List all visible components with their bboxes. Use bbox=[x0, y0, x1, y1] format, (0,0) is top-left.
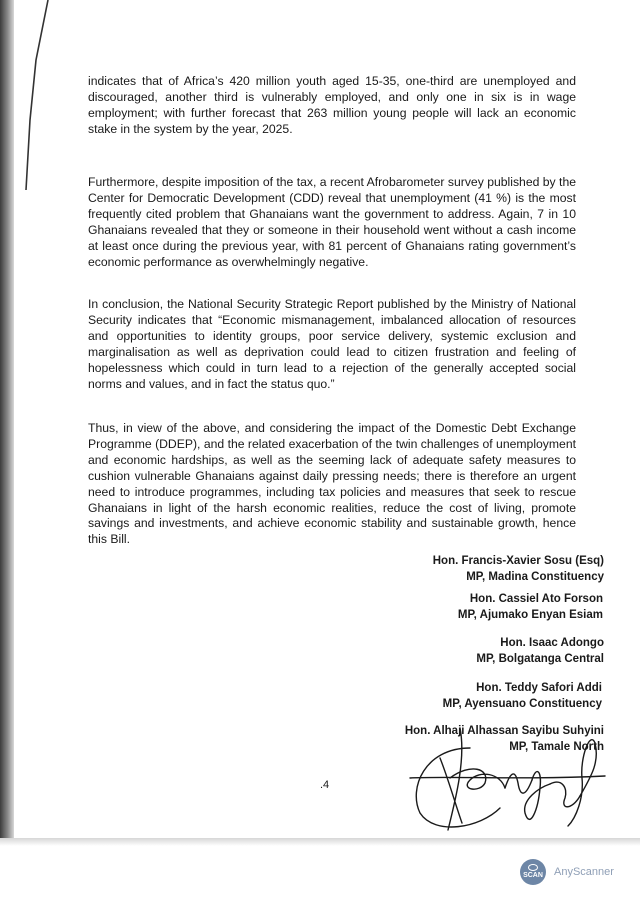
body-paragraph: Thus, in view of the above, and considering the impact of the Domestic Debt Exchange Programme (DDEP), and the related exacerbation of the twin challenges of unemployment and economic hardships, as well as the seeming lack of adequate safety measures to cushion vulnerable Ghanaians against daily pressing needs; there is therefore an urgent need to introduce programmes, including tax policies and measures that seek to rescue Ghanaians in light of the harsh economic realities, reduce the cost of living, promote savings and investments, and achieve economic stability and sustainable growth, hence this Bill. bbox=[88, 421, 576, 547]
sponsor-constituency: MP, Madina Constituency bbox=[466, 570, 604, 583]
sponsor-block bbox=[476, 636, 604, 667]
sponsor-block bbox=[433, 554, 604, 585]
app-name-label: AnyScanner bbox=[554, 866, 614, 878]
sponsor-name: Hon. Alhaji Alhassan Sayibu Suhyini bbox=[404, 725, 604, 737]
sponsor-constituency: MP, Bolgatanga Central bbox=[476, 652, 604, 665]
body-paragraph: Furthermore, despite imposition of the tax, a recent Afrobarometer survey published by the Center for Democratic Development (CDD) reveal that unemployment (41 %) is the most frequently cited problem that Ghanaians want the government to address. Again, 7 in 10 Ghanaians revealed that they or someone in their household went without a cash income at least once during the previous year, with 81 percent of Ghanaians rating government’s economic performance as overwhelmingly negative. bbox=[88, 175, 576, 269]
sponsor-block bbox=[458, 592, 603, 623]
page-number: .4 bbox=[320, 779, 330, 791]
sponsor-constituency: MP, Tamale North bbox=[509, 740, 604, 753]
body-paragraph: indicates that of Africa’s 420 million youth aged 15-35, one-third are unemployed and discouraged, another third is vulnerably employed, and only one in six is in wage employment; with further forecast that 263 million young people will lack an economic stake in the system by the year, 2025. bbox=[88, 74, 576, 136]
sponsor-name: Hon. Cassiel Ato Forson bbox=[469, 593, 603, 605]
sponsor-name: Hon. Isaac Adongo bbox=[500, 637, 604, 649]
handwritten-signature bbox=[400, 718, 610, 838]
scan-bottom-edge bbox=[0, 838, 640, 846]
scanner-logo-icon: SCAN bbox=[520, 859, 546, 885]
sponsor-name: Hon. Teddy Safori Addi bbox=[476, 682, 602, 694]
body-paragraph: In conclusion, the National Security Strategic Report published by the Ministry of National Security indicates that “Economic mismanagement, imbalanced allocation of resources and opportunities to identity groups, poor service delivery, systemic exclusion and marginalisation as well as deprivation could lead to citizen frustration and feeling of hopelessness which could in turn lead to a rejection of the generally accepted social norms and values, and in fact the status quo.” bbox=[88, 297, 576, 391]
sponsor-block bbox=[443, 681, 602, 712]
sponsor-constituency: MP, Ayensuano Constituency bbox=[442, 697, 602, 710]
sponsor-name: Hon. Francis-Xavier Sosu (Esq) bbox=[432, 555, 604, 567]
app-watermark bbox=[520, 859, 614, 885]
scan-fold-line bbox=[0, 0, 60, 210]
sponsor-constituency: MP, Ajumako Enyan Esiam bbox=[457, 608, 603, 621]
